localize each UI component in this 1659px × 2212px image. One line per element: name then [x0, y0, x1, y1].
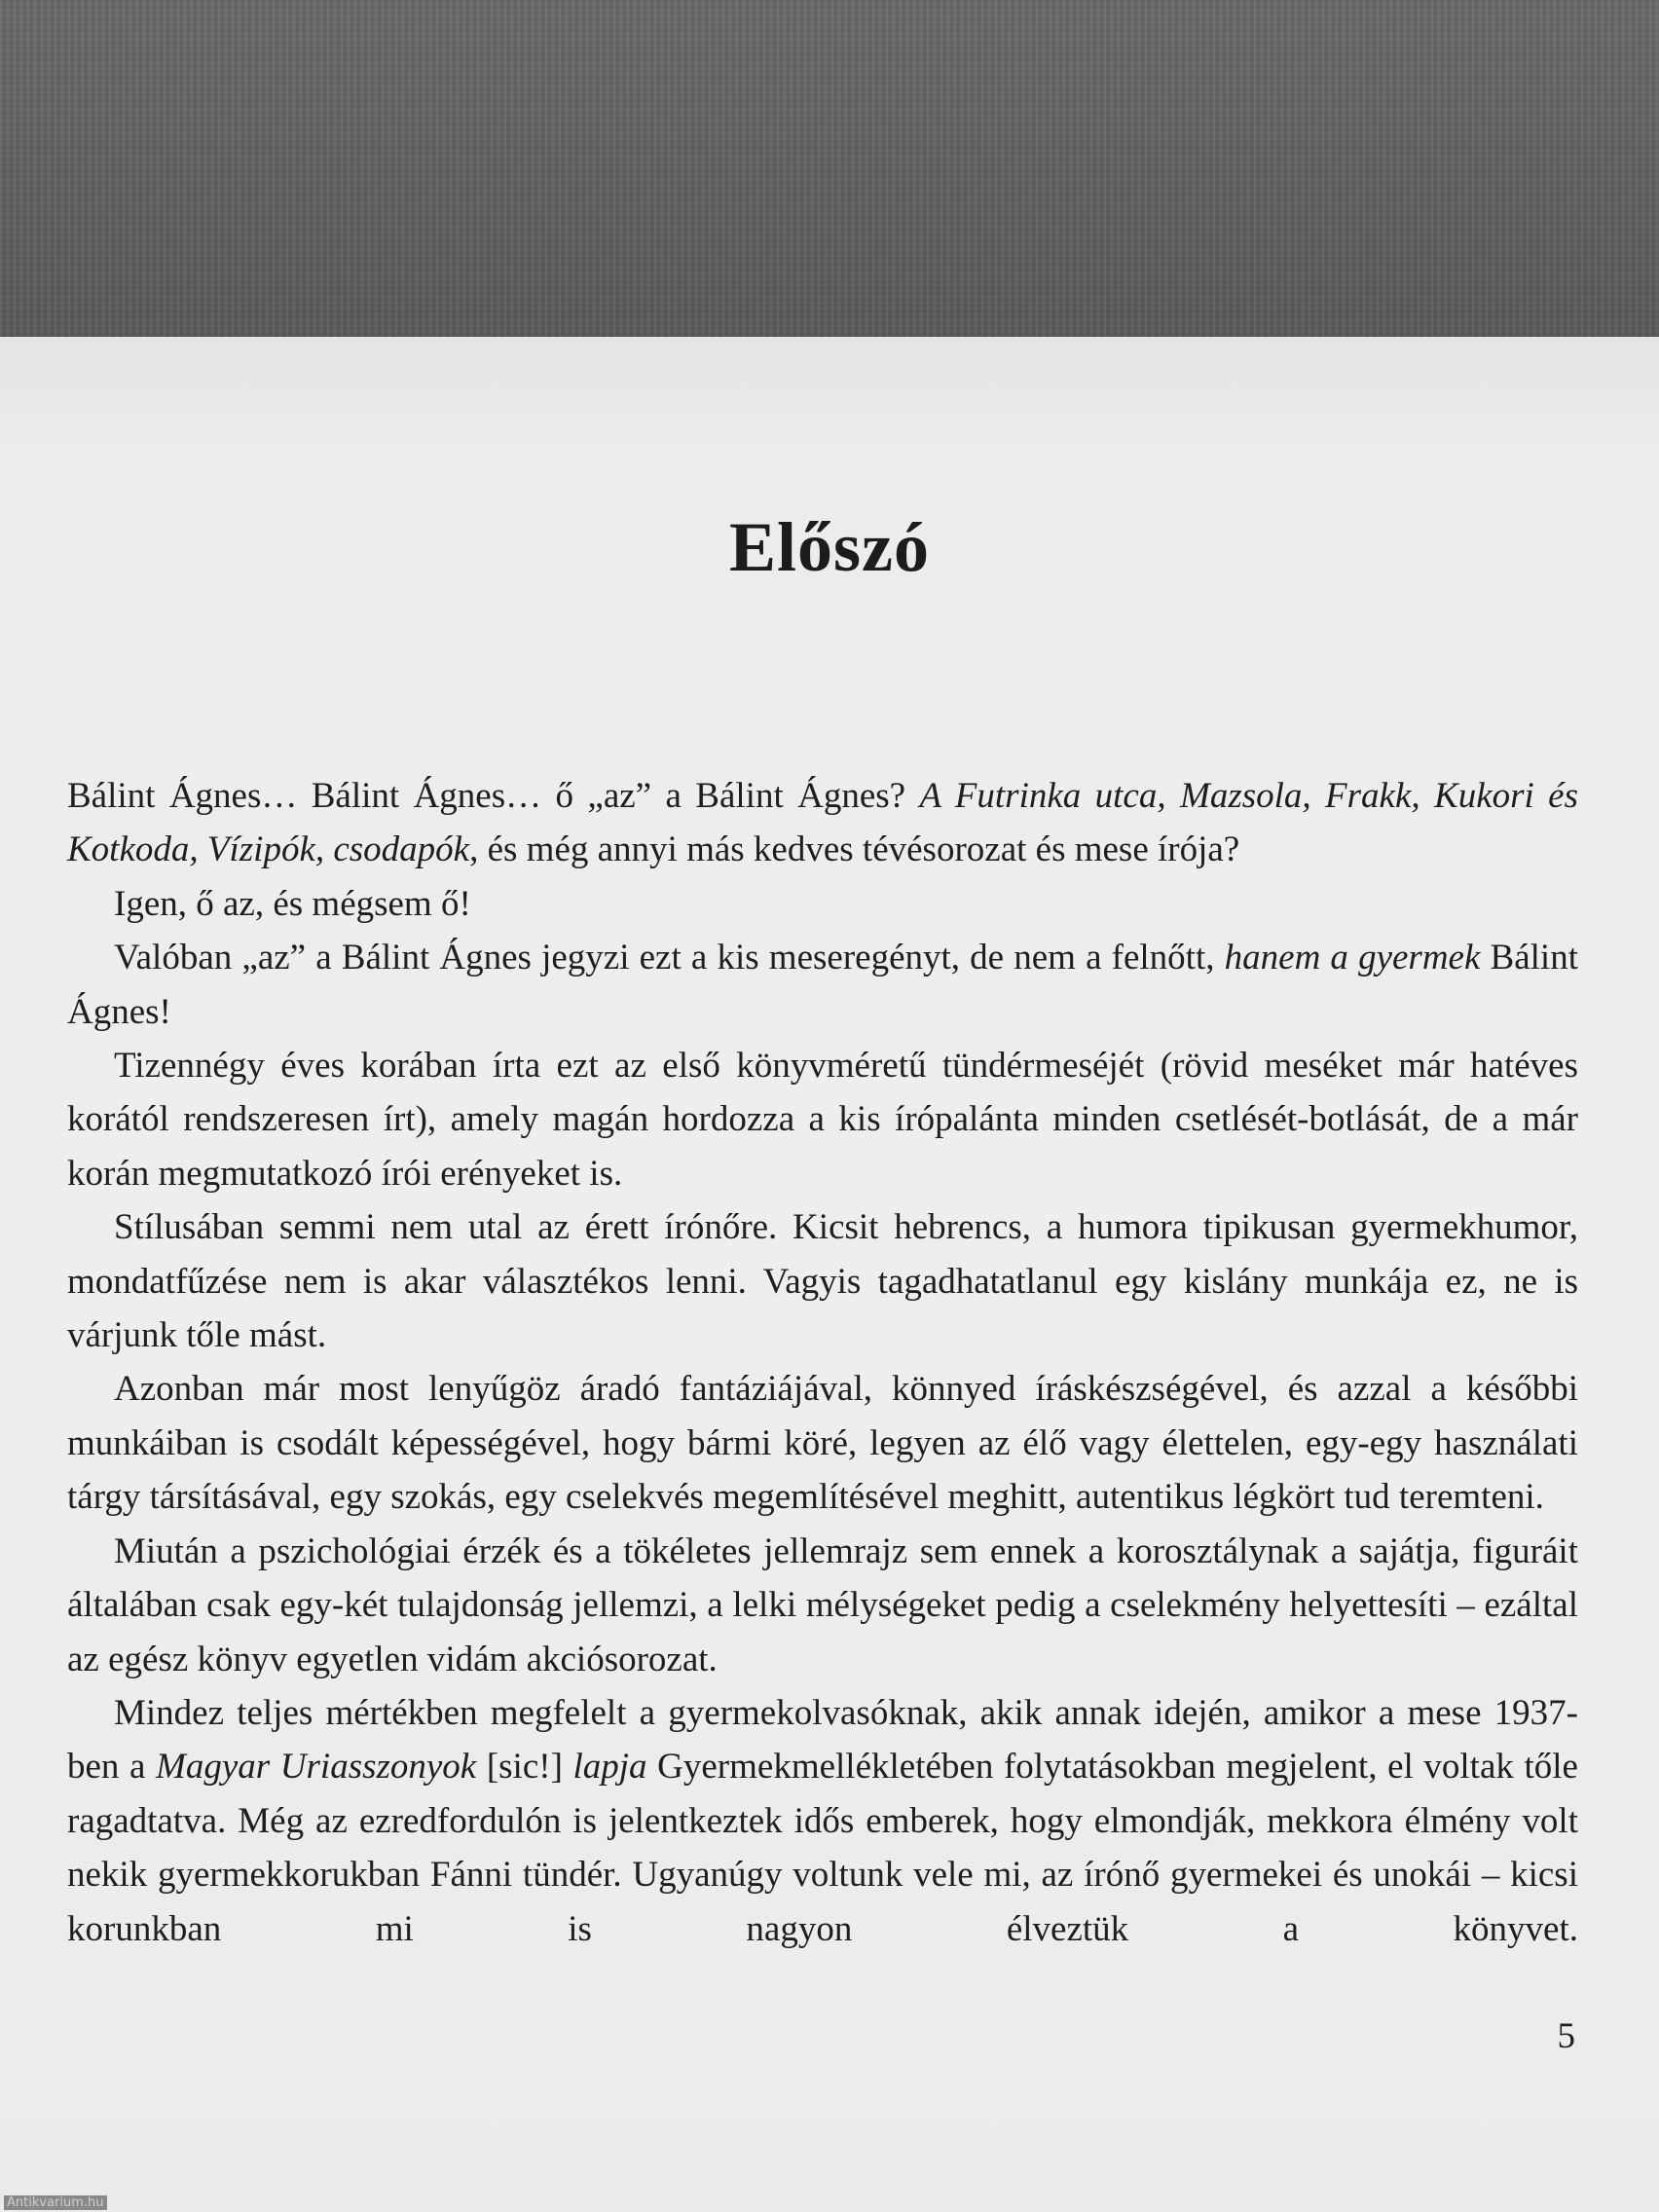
paragraph	[67, 769, 1578, 877]
table-surface-background	[0, 0, 1659, 350]
italic-text: A Futrinka utca, Mazsola, Frakk, Kukori és Kotkoda, Vízipók, csodapók	[67, 776, 1578, 870]
text-segment: Valóban „az” a Bálint Ágnes jegyzi ezt a kis meseregényt, de nem a felnőtt,	[114, 938, 1225, 978]
text-segment: Miután a pszichológiai érzék és a tökéletes jellemrajz sem ennek a korosztálynak a sajátja, figuráit általában csak egy-két tulajdonság jellemzi, a lelki mélységeket pedig a cselekmény helyettesíti – ezáltal az egész könyv egyetlen vidám akciósorozat.	[67, 1530, 1578, 1679]
foreword-body	[67, 769, 1578, 1956]
text-segment: Azonban már most lenyűgöz áradó fantáziájával, könnyed íráskészségével, és azzal a későbbi munkáiban is csodált képességével, hogy bármi köré, legyen az élő vagy élettelen, egy-egy használati tárgy társításával, egy szokás, egy cselekvés megemlítésével meghitt, autentikus légkört tud teremteni.	[67, 1369, 1578, 1518]
paragraph	[67, 1039, 1578, 1200]
italic-text: lapja	[572, 1747, 647, 1788]
text-segment: Gyermekmellékletében folytatásokban megjelent, el voltak tőle ragadtatva. Még az ezredfordulón is jelentkeztek idős emberek, hogy elmondják, mekkora élmény volt nekik gyermekkorukban Fánni tündér. Ugyanúgy voltunk vele mi, az írónő gyermekei és unokái – kicsi korunkban mi is nagyon élveztük a könyvet.	[67, 1747, 1578, 1949]
watermark: Antikvarium.hu	[4, 2195, 107, 2210]
paragraph	[67, 1200, 1578, 1362]
italic-text: Magyar Uriasszonyok	[156, 1747, 477, 1788]
text-segment: Igen, ő az, és mégsem ő!	[114, 883, 471, 924]
page-title: Előszó	[728, 508, 930, 586]
text-segment: Bálint Ágnes… Bálint Ágnes… ő „az” a Bálint Ágnes?	[67, 776, 920, 816]
book-page	[0, 337, 1659, 2212]
text-segment: Tizennégy éves korában írta ezt az első könyvméretű tündérmeséjét (rövid meséket már hatéves korától rendszeresen írt), amely magán hordozza a kis írópalánta minden csetlését-botlását, de a már korán megmutatkozó írói erényeket is.	[67, 1046, 1578, 1194]
text-segment: , és még annyi más kedves tévésorozat és mese írója?	[469, 830, 1240, 870]
paragraph	[67, 931, 1578, 1039]
italic-text: hanem a gyermek	[1224, 938, 1481, 978]
paragraph	[67, 1362, 1578, 1524]
text-segment: Mindez teljes mértékben megfelelt a gyermekolvasóknak, akik annak idején, amikor a mese 1937-ben a	[67, 1692, 1578, 1788]
paragraph	[67, 877, 1578, 931]
text-segment: Stílusában semmi nem utal az érett írónőre. Kicsit hebrencs, a humora tipikusan gyermekhumor, mondatfűzése nem is akar választékos lenni. Vagyis tagadhatatlanul egy kislány munkája ez, ne is várjunk tőle mást.	[67, 1207, 1578, 1356]
text-segment: Bálint Ágnes!	[67, 938, 1578, 1032]
paragraph	[67, 1686, 1578, 1956]
text-segment: [sic!]	[476, 1747, 573, 1788]
page-number: 5	[1557, 2016, 1575, 2056]
paragraph	[67, 1525, 1578, 1686]
